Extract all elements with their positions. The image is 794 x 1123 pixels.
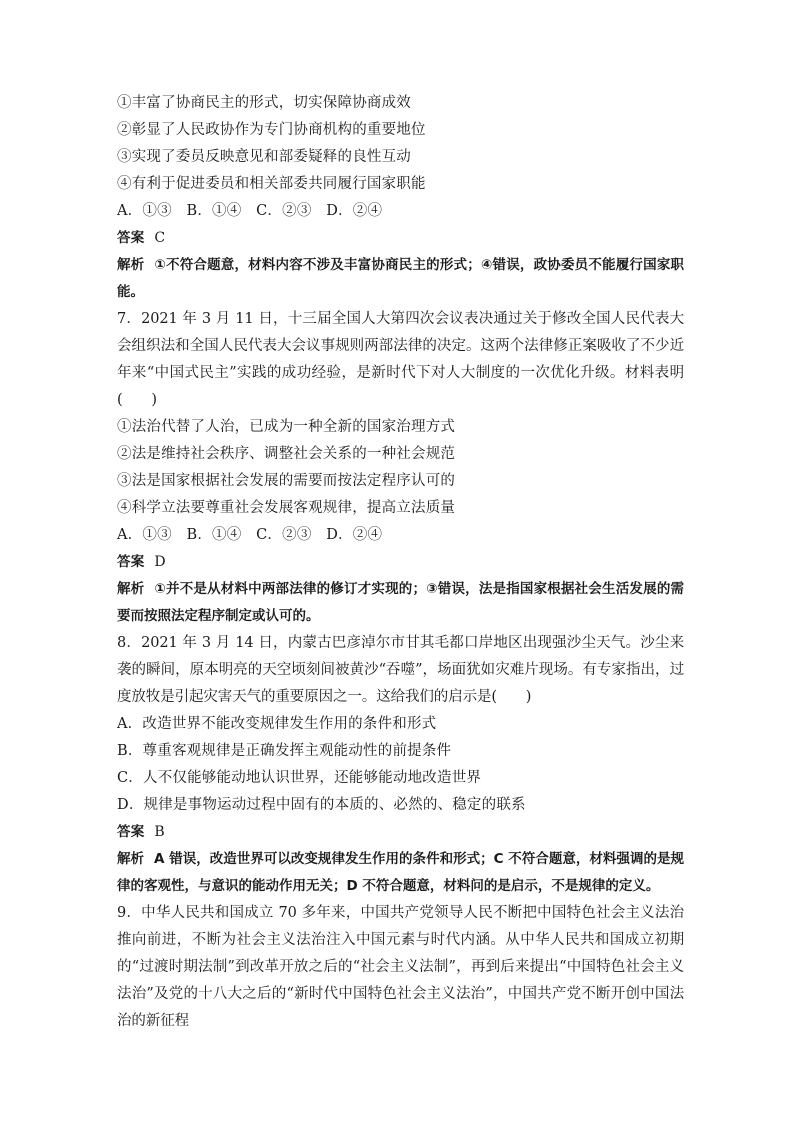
q6-answer <box>117 225 684 252</box>
q6-option-1: ①丰富了协商民主的形式，切实保障协商成效 <box>117 95 411 111</box>
q6-choices: A．①③ B．①④ C．②③ D．②④ <box>117 203 383 219</box>
answer-label: 答案 <box>117 554 145 570</box>
answer-value: D <box>154 554 166 570</box>
analysis-label: 解析 <box>117 851 145 867</box>
analysis-label: 解析 <box>117 257 145 273</box>
q7-option-2: ②法是维持社会秩序、调整社会关系的一种社会规范 <box>117 446 456 462</box>
question-8 <box>117 630 684 900</box>
q9-stem: 9．中华人民共和国成立 70 多年来，中国共产党领导人民不断把中国特色社会主义法治推向前进，不断为社会主义法治注入中国元素与时代内涵。从中华人民共和国成立初期的“过渡时期法制”到改革开放之后的“社会主义法制”，再到后来提出“中国特色社会主义法治”及党的十八大之后的“新时代中国特色社会主义法治”，中国共产党不断开创中国法治的新征程 <box>117 905 684 1029</box>
answer-label: 答案 <box>117 230 145 246</box>
answer-value: C <box>154 230 166 246</box>
q8-option-d: D．规律是事物运动过程中固有的本质的、必然的、稳定的联系 <box>117 797 526 813</box>
q6-option-2: ②彰显了人民政协作为专门协商机构的重要地位 <box>117 122 426 138</box>
analysis-label: 解析 <box>117 581 145 597</box>
q6-analysis <box>117 252 684 306</box>
q7-option-4: ④科学立法要尊重社会发展客观规律，提高立法质量 <box>117 500 456 516</box>
question-6 <box>117 90 684 306</box>
q8-answer <box>117 819 684 846</box>
q8-analysis <box>117 846 684 900</box>
q6-option-4: ④有利于促进委员和相关部委共同履行国家职能 <box>117 176 426 192</box>
q7-choices: A．①③ B．①④ C．②③ D．②④ <box>117 527 383 543</box>
q7-answer <box>117 549 684 576</box>
q7-option-1: ①法治代替了人治，已成为一种全新的国家治理方式 <box>117 419 456 435</box>
analysis-text: ①不符合题意，材料内容不涉及丰富协商民主的形式；④错误，政协委员不能履行国家职能。 <box>117 257 685 300</box>
question-9 <box>117 900 684 1035</box>
q7-stem: 7．2021 年 3 月 11 日，十三届全国人大第四次会议表决通过关于修改全国人民代表大会组织法和全国人民代表大会议事规则两部法律的决定。这两个法律修正案吸收了不少近年来“中国式民主”实践的成功经验，是新时代下对人大制度的一次优化升级。材料表明( ) <box>117 311 684 408</box>
q8-stem: 8．2021 年 3 月 14 日，内蒙古巴彦淖尔市甘其毛都口岸地区出现强沙尘天气。沙尘来袭的瞬间，原本明亮的天空顷刻间被黄沙“吞噬”，场面犹如灾难片现场。有专家指出，过度放牧是引起灾害天气的重要原因之一。这给我们的启示是( ) <box>117 635 684 705</box>
q7-option-3: ③法是国家根据社会发展的需要而按法定程序认可的 <box>117 473 456 489</box>
answer-label: 答案 <box>117 824 145 840</box>
analysis-text: ①并不是从材料中两部法律的修订才实现的；③错误，法是指国家根据社会生活发展的需要而按照法定程序制定或认可的。 <box>117 581 685 624</box>
q8-option-a: A．改造世界不能改变规律发生作用的条件和形式 <box>117 716 437 732</box>
q8-option-b: B．尊重客观规律是正确发挥主观能动性的前提条件 <box>117 743 452 759</box>
q8-option-c: C．人不仅能够能动地认识世界，还能够能动地改造世界 <box>117 770 482 786</box>
q7-analysis <box>117 576 684 630</box>
analysis-text: A 错误，改造世界可以改变规律发生作用的条件和形式；C 不符合题意，材料强调的是规律的客观性，与意识的能动作用无关；D 不符合题意，材料问的是启示，不是规律的定义。 <box>117 851 684 894</box>
q6-option-3: ③实现了委员反映意见和部委疑释的良性互动 <box>117 149 411 165</box>
question-7 <box>117 306 684 630</box>
answer-value: B <box>154 824 165 840</box>
